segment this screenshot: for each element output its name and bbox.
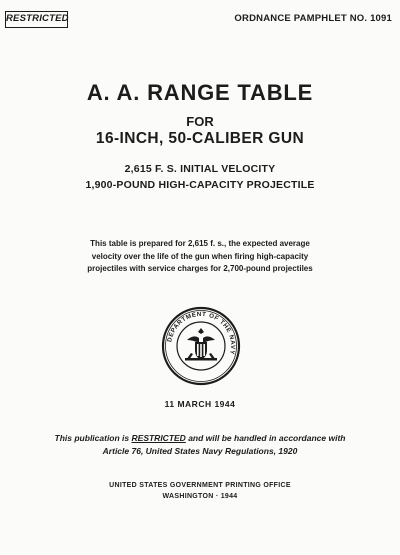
notice-text: and will be handled in accordance with: [185, 433, 346, 443]
notice-emphasis: RESTRICTED: [131, 433, 186, 443]
description-line: projectiles with service charges for 2,700-pound projectiles: [87, 264, 313, 273]
seal-text: DEPARTMENT OF THE NAVY: [166, 310, 237, 356]
publication-date: 11 MARCH 1944: [164, 399, 236, 409]
notice-citation: Article 76, United States Navy Regulations, 1920: [102, 446, 298, 456]
description-line: velocity over the life of the gun when firing high-capacity: [91, 251, 309, 261]
initial-velocity: 2,615 F. S. INITIAL VELOCITY: [124, 163, 276, 175]
gun-designation: 16-INCH, 50-CALIBER GUN: [95, 130, 305, 147]
restriction-notice: [0, 432, 400, 458]
publisher-name: UNITED STATES GOVERNMENT PRINTING OFFICE: [109, 482, 291, 489]
notice-text: This publication is: [54, 433, 132, 443]
title-for: FOR: [186, 114, 214, 129]
projectile-type: 1,900-POUND HIGH-CAPACITY PROJECTILE: [85, 179, 315, 191]
document-title: A. A. RANGE TABLE: [86, 80, 314, 105]
publisher-imprint: [0, 480, 400, 502]
publisher-place-year: WASHINGTON · 1944: [162, 493, 238, 500]
pamphlet-number: ORDNANCE PAMPHLET NO. 1091: [234, 13, 392, 24]
restricted-stamp: RESTRICTED: [5, 11, 68, 28]
description-line: This table is prepared for 2,615 f. s., the expected average: [90, 239, 310, 248]
navy-department-seal-icon: [161, 306, 241, 386]
description-paragraph: [0, 238, 400, 276]
